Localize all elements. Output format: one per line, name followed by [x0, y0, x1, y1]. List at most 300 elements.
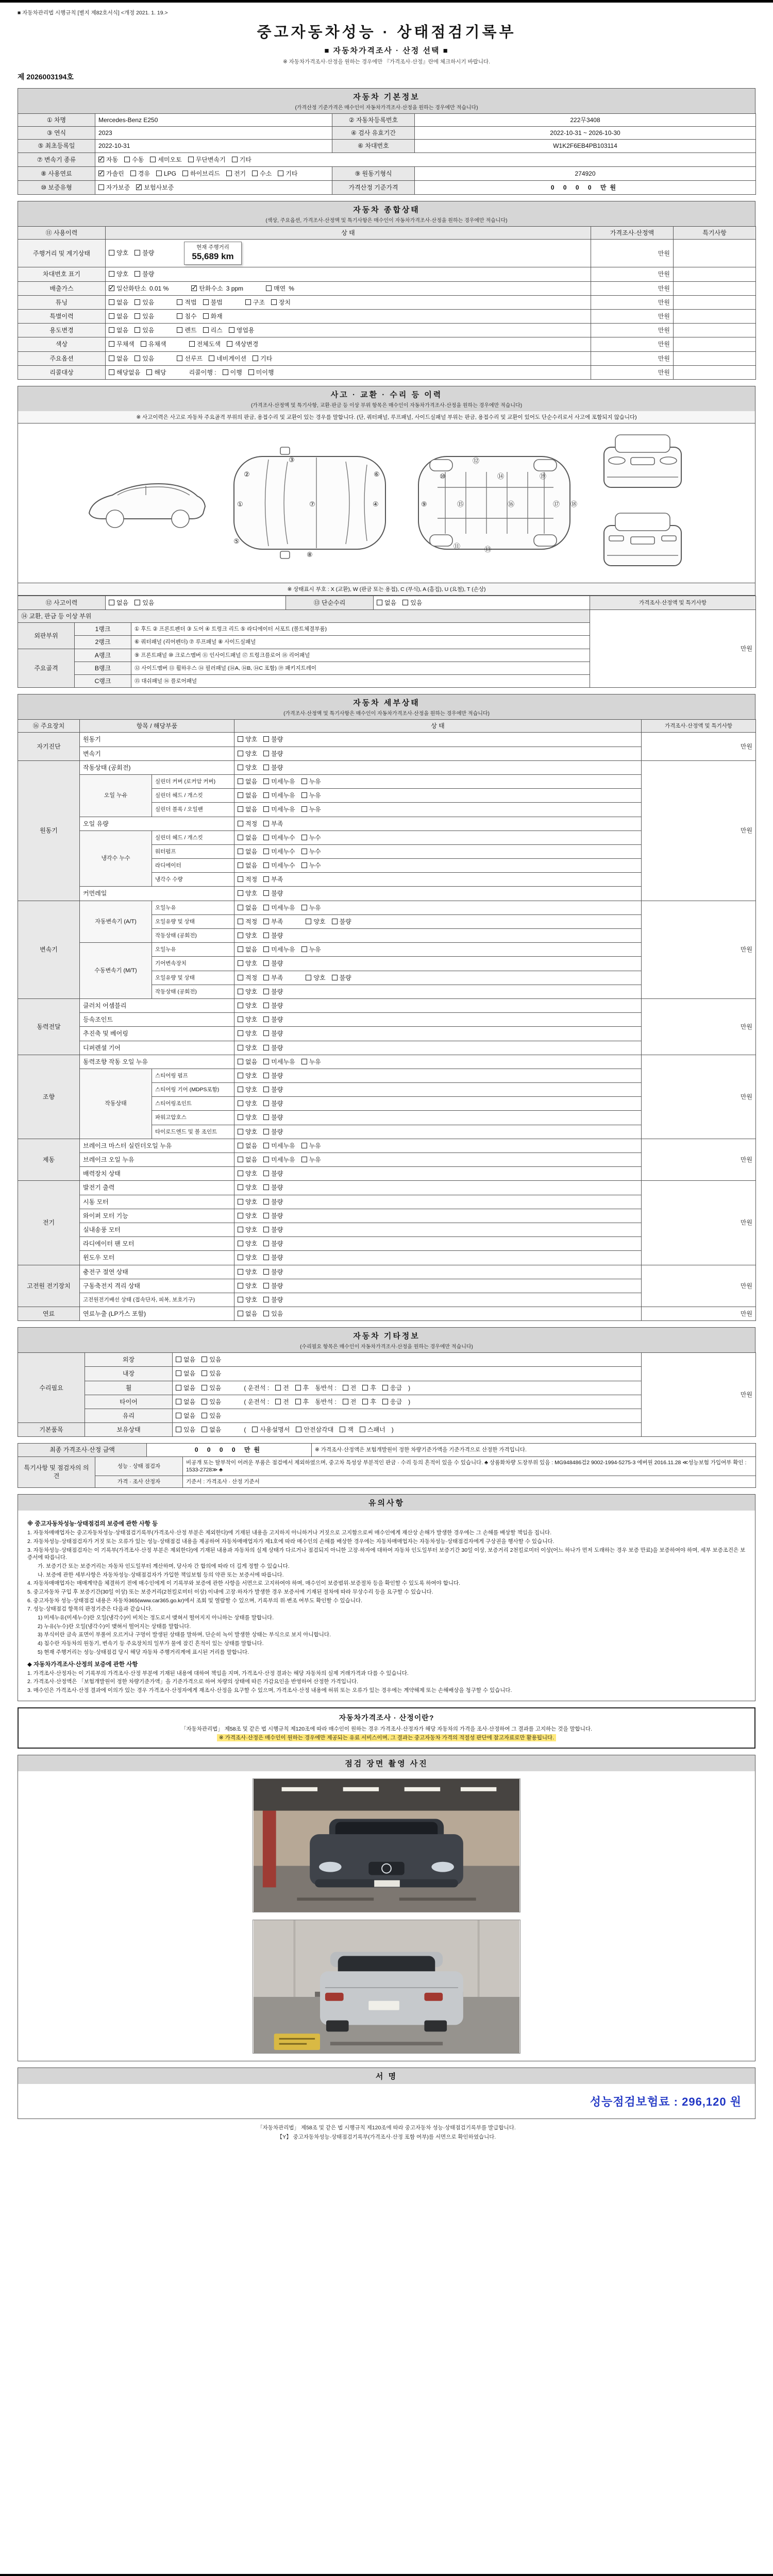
checkbox-option[interactable]	[238, 805, 257, 814]
checkbox-option[interactable]	[263, 764, 283, 772]
table-cell	[80, 1209, 234, 1223]
table-cell	[591, 267, 674, 281]
checkbox-option[interactable]	[263, 1015, 283, 1024]
checkbox-option[interactable]	[343, 1384, 357, 1392]
checkbox-option[interactable]	[301, 1058, 321, 1066]
checkbox-icon	[252, 1427, 258, 1432]
checkbox-option[interactable]	[263, 1212, 283, 1220]
table-cell	[234, 1139, 642, 1153]
checkbox-value: 0.01 %	[149, 284, 169, 292]
checkbox-option[interactable]	[238, 1212, 257, 1220]
checkbox-option[interactable]	[263, 1310, 283, 1318]
checkbox-option[interactable]	[263, 861, 295, 870]
table-cell	[18, 127, 95, 140]
checkbox-option[interactable]	[238, 834, 257, 842]
checkbox-option[interactable]	[263, 1002, 283, 1010]
checkbox-option[interactable]	[227, 340, 258, 348]
checkbox-option[interactable]	[135, 312, 154, 320]
checkbox-option[interactable]	[176, 1384, 195, 1392]
checkbox-option[interactable]	[223, 368, 242, 377]
checkbox-option[interactable]	[238, 1268, 257, 1276]
checkbox-icon	[238, 1283, 243, 1289]
table-row	[18, 281, 756, 295]
checkbox-option[interactable]	[238, 945, 257, 954]
checkbox-label: 전기	[233, 170, 246, 177]
checkbox-option[interactable]	[263, 959, 283, 968]
checkbox-option[interactable]	[263, 889, 283, 897]
checkbox-icon	[301, 835, 307, 840]
checkbox-option[interactable]	[295, 1398, 309, 1406]
checkbox-option[interactable]	[263, 1142, 295, 1150]
checkbox-option[interactable]	[109, 249, 128, 257]
cell-text: 최종 가격조사·산정 금액	[49, 1446, 115, 1454]
checkbox-option[interactable]	[332, 974, 351, 982]
checkbox-option[interactable]	[124, 156, 144, 164]
checkbox-label: 미세누유	[271, 792, 295, 800]
checkbox-option[interactable]	[201, 1355, 221, 1364]
table-row	[18, 114, 756, 127]
checkbox-option[interactable]	[238, 1072, 257, 1080]
cell-text: ※ 가격조사·산정액은 보험개발원이 정한 차량기준가액을 기준가격으로 산정한 가격입니다.	[315, 1447, 527, 1453]
checkbox-option[interactable]	[238, 1240, 257, 1248]
checkbox-icon	[227, 341, 232, 347]
checkbox-option[interactable]	[263, 750, 283, 758]
checkbox-option[interactable]	[263, 988, 283, 996]
checkbox-option[interactable]	[238, 1044, 257, 1052]
checkbox-option[interactable]	[332, 918, 351, 926]
checkbox-option[interactable]	[238, 750, 257, 758]
checkbox-option[interactable]	[263, 1058, 295, 1066]
checkbox-option[interactable]	[201, 1384, 221, 1392]
checkbox-option[interactable]	[263, 834, 295, 842]
checkbox-option[interactable]	[238, 1086, 257, 1094]
checkbox-option[interactable]	[275, 1398, 289, 1406]
checkbox-option[interactable]	[238, 1310, 257, 1318]
checkbox-option[interactable]	[109, 354, 128, 363]
cell-text: 오일유량 및 상태	[155, 974, 195, 981]
checkbox-option[interactable]	[392, 1426, 394, 1434]
checkbox-option[interactable]	[238, 1282, 257, 1290]
checkbox-option[interactable]	[238, 1142, 257, 1150]
checkbox-option[interactable]	[109, 298, 128, 307]
table-cell	[18, 337, 106, 351]
checkbox-option[interactable]	[263, 1240, 283, 1248]
checkbox-option[interactable]	[263, 1029, 283, 1038]
checkbox-option[interactable]	[238, 918, 257, 926]
cell-text: 가격조사·산정액 및 특기사항	[638, 599, 707, 606]
checkbox-option[interactable]	[263, 805, 295, 814]
checkbox-option[interactable]	[238, 1099, 257, 1108]
checkbox-icon	[263, 1016, 269, 1022]
checkbox-option[interactable]	[301, 848, 321, 856]
checkbox-option[interactable]	[189, 340, 221, 348]
checkbox-option[interactable]	[135, 326, 154, 334]
cell-text: 기본품목	[39, 1426, 63, 1434]
checkbox-label: 부족	[271, 876, 283, 884]
checkbox-icon	[263, 905, 269, 910]
table-cell	[131, 675, 590, 688]
notice-text: ◆ 자동차가격조사·산정의 보증에 관한 사항	[27, 1661, 138, 1668]
checkbox-label: 있음	[271, 1310, 283, 1318]
checkbox-option[interactable]	[176, 1369, 195, 1378]
checkbox-option[interactable]	[238, 974, 257, 982]
checkbox-icon	[382, 1399, 388, 1404]
checkbox-option[interactable]	[177, 326, 196, 334]
checkbox-option[interactable]	[238, 1015, 257, 1024]
checkbox-option[interactable]	[301, 834, 321, 842]
checkbox-option[interactable]	[301, 805, 321, 814]
checkbox-option[interactable]	[201, 1426, 221, 1434]
checkbox-option[interactable]	[232, 156, 251, 164]
checkbox-option[interactable]	[362, 1398, 376, 1406]
table-cell	[173, 1409, 642, 1423]
checkbox-option[interactable]	[238, 1002, 257, 1010]
checkbox-option[interactable]	[146, 368, 166, 377]
cell-text: 연료	[42, 1310, 55, 1318]
cell-text: 자동변속기 (A/T)	[95, 918, 137, 925]
checkbox-option[interactable]	[189, 368, 216, 377]
checkbox-icon	[98, 171, 104, 176]
table-cell	[234, 720, 642, 733]
checkbox-option[interactable]	[263, 1198, 283, 1206]
checkbox-option[interactable]	[263, 735, 283, 743]
table-cell	[591, 324, 674, 337]
checkbox-option[interactable]	[201, 1398, 221, 1406]
checkbox-option[interactable]	[177, 354, 203, 363]
checkbox-option[interactable]	[136, 183, 174, 192]
checkbox-option[interactable]	[238, 1226, 257, 1234]
checkbox-option[interactable]	[238, 959, 257, 968]
checkbox-option[interactable]	[263, 1170, 283, 1178]
checkbox-option[interactable]	[263, 1253, 283, 1262]
checkbox-option[interactable]	[135, 298, 154, 307]
checkbox-option[interactable]	[253, 354, 272, 363]
checkbox-option[interactable]	[301, 1156, 321, 1164]
table-cell	[18, 1139, 80, 1181]
checkbox-option[interactable]	[141, 340, 166, 348]
checkbox-option[interactable]	[263, 918, 283, 926]
checkbox-option[interactable]	[177, 312, 196, 320]
checkbox-option[interactable]	[191, 284, 243, 293]
cell-text: 2022-10-31	[98, 142, 130, 150]
checkbox-label: 해당	[154, 368, 166, 376]
checkbox-option[interactable]	[238, 777, 257, 786]
table-cell	[80, 1181, 234, 1195]
checkbox-option[interactable]	[238, 791, 257, 800]
cell-text: 수동변속기 (M/T)	[94, 967, 137, 974]
checkbox-option[interactable]	[266, 284, 294, 293]
checkbox-option[interactable]	[203, 298, 223, 307]
checkbox-option[interactable]	[244, 1426, 246, 1434]
checkbox-option[interactable]	[360, 1426, 385, 1434]
checkbox-option[interactable]	[109, 312, 128, 320]
checkbox-option[interactable]	[252, 170, 272, 178]
checkbox-option[interactable]	[263, 904, 295, 912]
table-cell	[234, 1153, 642, 1167]
checkbox-option[interactable]	[263, 1156, 295, 1164]
table-row	[18, 267, 756, 281]
checkbox-icon	[156, 171, 162, 176]
cell-text: 오일누유	[155, 904, 176, 911]
checkbox-option[interactable]	[263, 848, 295, 856]
checkbox-icon	[263, 876, 269, 882]
checkbox-icon	[238, 1311, 243, 1316]
checkbox-option[interactable]	[263, 1128, 283, 1136]
checkbox-option[interactable]	[109, 326, 128, 334]
section-title: 사고 · 교환 · 수리 등 이력	[330, 390, 443, 399]
checkbox-label: 있음	[142, 327, 155, 334]
table-cell	[18, 733, 80, 760]
checkbox-option[interactable]	[238, 1253, 257, 1262]
checkbox-option[interactable]	[238, 1170, 257, 1178]
checkbox-option[interactable]	[98, 183, 130, 192]
etc-info-section	[18, 1327, 755, 1437]
table-cell	[18, 1423, 85, 1437]
checkbox-option[interactable]	[301, 777, 321, 786]
table-cell	[106, 596, 286, 609]
checkbox-option[interactable]	[238, 875, 257, 884]
table-cell	[18, 324, 106, 337]
table-cell	[18, 1444, 147, 1456]
checkbox-option[interactable]	[306, 918, 325, 926]
table-cell	[147, 1444, 312, 1456]
checkbox-option[interactable]	[182, 170, 220, 178]
table-cell	[234, 1041, 642, 1055]
checkbox-option[interactable]	[203, 326, 223, 334]
checkbox-option[interactable]	[238, 889, 257, 897]
checkbox-label: 불량	[271, 1016, 283, 1024]
notice-text: 2) 누유(누수)란 오일(냉각수)이 맺혀서 떨어지는 상태를 말합니다.	[38, 1623, 191, 1630]
cell-text: 0 0 0 0 만원	[194, 1446, 264, 1454]
checkbox-option[interactable]	[238, 861, 257, 870]
checkbox-option[interactable]	[245, 298, 265, 307]
table-cell	[106, 337, 591, 351]
checkbox-option[interactable]	[263, 1282, 283, 1290]
table-cell	[152, 985, 234, 998]
checkbox-option[interactable]	[263, 945, 295, 954]
checkbox-option[interactable]	[408, 1398, 410, 1406]
checkbox-option[interactable]	[244, 1384, 269, 1392]
checkbox-icon	[98, 157, 104, 162]
checkbox-option[interactable]	[176, 1355, 195, 1364]
checkbox-label: 미세누유	[271, 777, 295, 785]
cell-text: 만원	[658, 368, 670, 376]
checkbox-option[interactable]	[278, 170, 297, 178]
checkbox-label: 적정	[245, 974, 258, 981]
checkbox-option[interactable]	[301, 945, 321, 954]
checkbox-option[interactable]	[176, 1412, 195, 1420]
checkbox-option[interactable]	[135, 270, 154, 278]
page-subtitle: ■ 자동차가격조사 · 산정 선택 ■	[324, 46, 449, 55]
table-cell	[152, 943, 234, 957]
checkbox-option[interactable]	[109, 368, 140, 377]
checkbox-option[interactable]	[176, 1398, 195, 1406]
section-note: (가격조사·산정액 및 특기사항은 매수인이 자동차가격조사·산정을 원하는 경우에만 적습니다)	[283, 711, 490, 717]
checkbox-option[interactable]	[238, 1183, 257, 1192]
checkbox-option[interactable]	[135, 599, 154, 607]
checkbox-option[interactable]	[275, 1384, 289, 1392]
checkbox-icon	[238, 890, 243, 896]
checkbox-option[interactable]	[238, 820, 257, 828]
checkbox-icon	[263, 1311, 269, 1316]
table-cell	[234, 873, 642, 887]
checkbox-option[interactable]	[188, 156, 226, 164]
checkbox-option[interactable]	[263, 875, 283, 884]
checkbox-option[interactable]	[177, 298, 196, 307]
checkbox-option[interactable]	[130, 170, 150, 178]
checkbox-icon	[263, 1241, 269, 1246]
table-cell	[18, 1055, 80, 1139]
car-rear-view-diagram	[594, 506, 692, 578]
table-cell	[106, 281, 591, 295]
checkbox-option[interactable]	[382, 1398, 402, 1406]
checkbox-option[interactable]	[201, 1412, 221, 1420]
checkbox-option[interactable]	[156, 170, 176, 178]
checkbox-option[interactable]	[238, 988, 257, 996]
checkbox-label: 있음	[142, 354, 155, 362]
checkbox-option[interactable]	[263, 1044, 283, 1052]
checkbox-option[interactable]	[263, 1072, 283, 1080]
checkbox-option[interactable]	[263, 1296, 283, 1304]
info-box-title: 자동차가격조사 · 산정이란?	[339, 1713, 434, 1722]
checkbox-option[interactable]	[209, 354, 246, 363]
cell-text: ⑪ 사용이력	[45, 229, 78, 237]
checkbox-option[interactable]	[315, 1398, 336, 1406]
checkbox-option[interactable]	[229, 326, 255, 334]
table-cell	[152, 774, 234, 788]
checkbox-option[interactable]	[109, 284, 169, 293]
checkbox-option[interactable]	[263, 820, 283, 828]
checkbox-option[interactable]	[263, 1183, 283, 1192]
checkbox-option[interactable]	[343, 1398, 357, 1406]
notice-line	[27, 1580, 746, 1587]
checkbox-option[interactable]	[201, 1369, 221, 1378]
cell-text: 동력조향 작동 오일 누유	[83, 1058, 148, 1065]
checkbox-label: 양호	[116, 270, 129, 278]
table-cell	[674, 267, 756, 281]
checkbox-option[interactable]	[238, 1029, 257, 1038]
checkbox-option[interactable]	[263, 791, 295, 800]
checkbox-label: 없음	[245, 946, 258, 954]
checkbox-label: 있음	[142, 298, 155, 306]
checkbox-label: 색상변경	[234, 341, 259, 348]
checkbox-option[interactable]	[295, 1384, 309, 1392]
table-cell	[674, 365, 756, 379]
table-cell	[234, 1055, 642, 1069]
checkbox-option[interactable]	[301, 791, 321, 800]
checkbox-option[interactable]	[238, 1198, 257, 1206]
checkbox-icon	[238, 1255, 243, 1260]
checkbox-label: 사용설명서	[260, 1426, 290, 1434]
table-cell	[106, 240, 591, 267]
checkbox-option[interactable]	[263, 1268, 283, 1276]
checkbox-option[interactable]	[150, 156, 181, 164]
table-cell	[80, 831, 152, 887]
checkbox-option[interactable]	[362, 1384, 376, 1392]
checkbox-option[interactable]	[238, 1113, 257, 1122]
checkbox-option[interactable]	[296, 1426, 333, 1434]
table-cell	[234, 998, 642, 1012]
checkbox-option[interactable]	[226, 170, 246, 178]
checkbox-option[interactable]	[109, 599, 128, 607]
checkbox-option[interactable]	[135, 354, 154, 363]
checkbox-option[interactable]	[263, 1226, 283, 1234]
checkbox-option[interactable]	[238, 1296, 257, 1304]
checkbox-option[interactable]	[109, 270, 128, 278]
table-cell	[591, 295, 674, 309]
checkbox-icon	[109, 299, 114, 305]
checkbox-option[interactable]	[238, 764, 257, 772]
checkbox-icon	[135, 600, 140, 605]
cell-text: 커먼레일	[83, 890, 107, 897]
checkbox-option[interactable]	[238, 1058, 257, 1066]
checkbox-icon	[301, 946, 307, 952]
table-row	[18, 140, 756, 152]
checkbox-option[interactable]	[244, 1398, 269, 1406]
checkbox-icon	[301, 862, 307, 868]
checkbox-icon	[109, 355, 114, 361]
checkbox-option[interactable]	[252, 1426, 290, 1434]
checkbox-icon	[109, 341, 114, 347]
diagram-part-number: ⑰	[553, 500, 560, 508]
checkbox-label: 불량	[271, 1086, 283, 1094]
odometer-label: 현재 주행거리	[196, 244, 229, 251]
table-cell	[18, 1456, 95, 1488]
checkbox-option[interactable]	[238, 735, 257, 743]
checkbox-option[interactable]	[109, 340, 135, 348]
checkbox-label: 적정	[245, 876, 258, 884]
checkbox-option[interactable]	[263, 974, 283, 982]
checkbox-option[interactable]	[402, 599, 422, 607]
checkbox-option[interactable]	[98, 170, 124, 178]
table-cell	[332, 166, 415, 180]
checkbox-option[interactable]	[377, 599, 396, 607]
checkbox-option[interactable]	[315, 1384, 336, 1392]
checkbox-option[interactable]	[263, 931, 283, 940]
checkbox-icon	[252, 171, 258, 176]
table-cell	[152, 957, 234, 971]
checkbox-option[interactable]	[135, 249, 154, 257]
etc-info-band	[18, 1327, 755, 1352]
checkbox-option[interactable]	[301, 904, 321, 912]
checkbox-option[interactable]	[238, 1156, 257, 1164]
checkbox-option[interactable]	[203, 312, 223, 320]
checkbox-option[interactable]	[238, 904, 257, 912]
checkbox-option[interactable]	[408, 1384, 410, 1392]
checkbox-option[interactable]	[301, 1142, 321, 1150]
checkbox-option[interactable]	[340, 1426, 354, 1434]
notice-text: 가. 보증기간 또는 보증거리는 자동차 인도일부터 계산하며, 당사자 간 합의에 따라 더 길게 정할 수 있습니다.	[38, 1563, 290, 1569]
checkbox-option[interactable]	[248, 368, 274, 377]
checkbox-option[interactable]	[263, 1086, 283, 1094]
table-cell	[286, 596, 374, 609]
checkbox-option[interactable]	[238, 1128, 257, 1136]
checkbox-option[interactable]	[301, 861, 321, 870]
checkbox-option[interactable]	[271, 298, 291, 307]
checkbox-option[interactable]	[238, 848, 257, 856]
checkbox-option[interactable]	[176, 1426, 195, 1434]
checkbox-option[interactable]	[98, 156, 118, 164]
cell-text: ⑥ 차대번호	[358, 142, 389, 150]
checkbox-icon	[238, 736, 243, 742]
checkbox-option[interactable]	[238, 931, 257, 940]
checkbox-option[interactable]	[263, 777, 295, 786]
checkbox-option[interactable]	[306, 974, 325, 982]
checkbox-label: 불량	[271, 1030, 283, 1038]
checkbox-option[interactable]	[263, 1113, 283, 1122]
checkbox-option[interactable]	[382, 1384, 402, 1392]
checkbox-option[interactable]	[263, 1099, 283, 1108]
